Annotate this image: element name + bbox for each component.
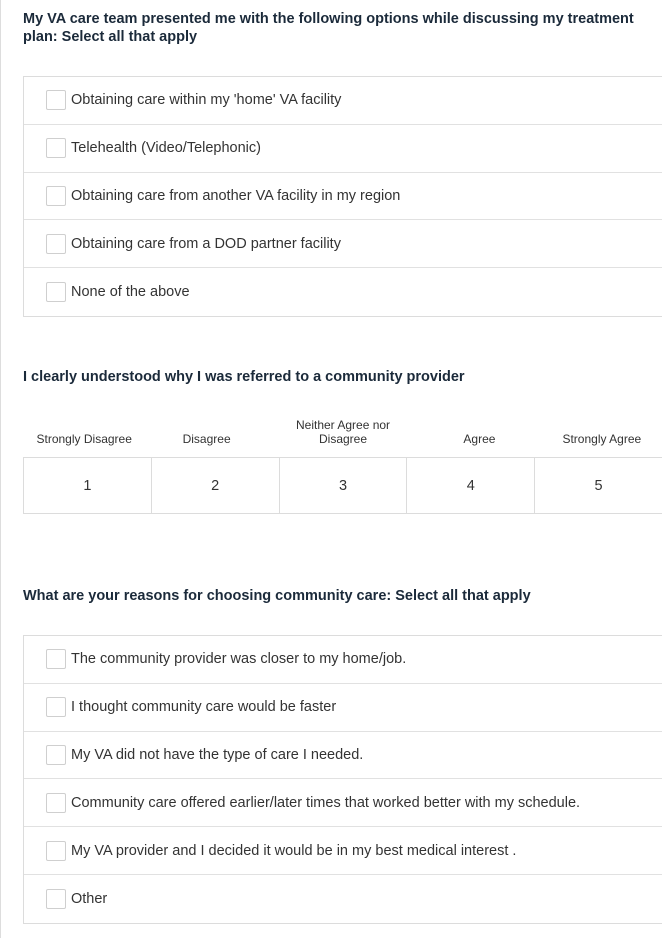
option-none-of-the-above[interactable] (24, 268, 662, 316)
scale-option-1[interactable]: 1 (24, 458, 152, 513)
question-title: My VA care team presented me with the following options while discussing my treatment plan: Select all that apply (23, 11, 634, 45)
scale-label: Strongly Agree (562, 432, 642, 446)
scale-option-2[interactable]: 2 (152, 458, 280, 513)
scale-label: Agree (463, 432, 496, 446)
options-list (23, 76, 662, 317)
option-label: The community provider was closer to my home/job. (71, 651, 407, 668)
option-label: I thought community care would be faster (71, 699, 337, 716)
option-home-va-facility[interactable] (24, 77, 662, 125)
option-dod-partner-facility[interactable] (24, 220, 662, 268)
checkbox[interactable] (46, 234, 66, 254)
checkbox[interactable] (46, 793, 66, 813)
option-label: Obtaining care from another VA facility in my region (71, 187, 401, 204)
option-faster[interactable] (24, 684, 662, 732)
option-telehealth[interactable] (24, 125, 662, 173)
checkbox[interactable] (46, 186, 66, 206)
likert-scale-headers (23, 412, 662, 446)
option-label: My VA provider and I decided it would be in my best medical interest . (71, 842, 517, 859)
option-label: Telehealth (Video/Telephonic) (71, 140, 261, 157)
scale-label: Neither Agree nor Disagree (295, 418, 391, 446)
option-care-not-available[interactable] (24, 732, 662, 780)
option-other[interactable] (24, 875, 662, 923)
checkbox[interactable] (46, 745, 66, 765)
option-label: None of the above (71, 284, 190, 301)
likert-scale (23, 457, 662, 514)
checkbox[interactable] (46, 649, 66, 669)
scale-option-4[interactable]: 4 (407, 458, 535, 513)
checkbox[interactable] (46, 90, 66, 110)
option-label: Other (71, 890, 108, 907)
options-list (23, 635, 662, 924)
scale-label: Strongly Disagree (36, 432, 132, 446)
scale-option-3[interactable]: 3 (280, 458, 408, 513)
checkbox[interactable] (46, 697, 66, 717)
option-label: My VA did not have the type of care I needed. (71, 746, 364, 763)
checkbox[interactable] (46, 282, 66, 302)
scale-label: Disagree (182, 432, 231, 446)
option-label: Obtaining care within my 'home' VA facility (71, 92, 342, 109)
checkbox[interactable] (46, 138, 66, 158)
question-title: I clearly understood why I was referred to a community provider (23, 369, 465, 385)
option-better-times[interactable] (24, 779, 662, 827)
option-closer-to-home[interactable] (24, 636, 662, 684)
option-label: Obtaining care from a DOD partner facility (71, 235, 341, 252)
option-best-medical-interest[interactable] (24, 827, 662, 875)
checkbox[interactable] (46, 841, 66, 861)
option-other-va-facility[interactable] (24, 173, 662, 221)
scale-option-5[interactable]: 5 (594, 477, 603, 494)
question-title: What are your reasons for choosing community care: Select all that apply (23, 588, 531, 604)
option-label: Community care offered earlier/later times that worked better with my schedule. (71, 794, 581, 811)
checkbox[interactable] (46, 889, 66, 909)
